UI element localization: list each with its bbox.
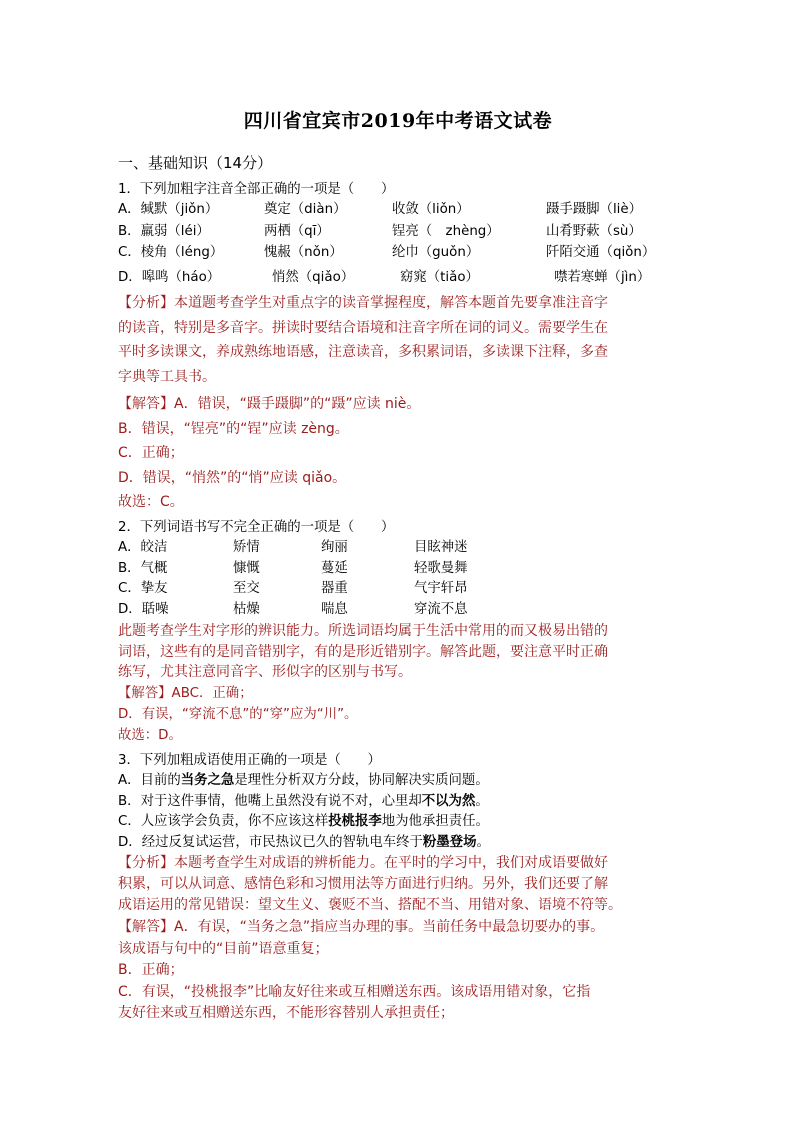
section-heading: 一、基础知识（14分） bbox=[118, 154, 273, 172]
q3-option bbox=[118, 812, 489, 832]
analysis-line: 练写，尤其注意同音字、形似字的区别与书写。 bbox=[118, 664, 412, 680]
q1-option-cell: 锃亮（ zhèng） bbox=[392, 224, 500, 239]
bold-idiom: 粉墨登场 bbox=[422, 834, 477, 850]
q2-stem: 2．下列词语书写不完全正确的一项是（ ） bbox=[118, 520, 395, 535]
answer-line: 【解答】A．有误，“当务之急”指应当办理的事。当前任务中最急切要办的事。 bbox=[118, 919, 605, 935]
answer-line: 故选：C。 bbox=[118, 494, 184, 510]
q1-option-cell: 悄然（qiǎo） bbox=[272, 270, 355, 285]
answer-line: B．正确； bbox=[118, 962, 184, 978]
q2-option-cell: B．气概 bbox=[118, 560, 168, 576]
q2-option-cell: 绚丽 bbox=[321, 540, 348, 555]
bold-idiom: 投桃报李 bbox=[328, 814, 382, 829]
q2-option-cell: 轻歌曼舞 bbox=[414, 560, 468, 576]
answer-line: 该成语与句中的“目前”语意重复； bbox=[118, 940, 329, 957]
q1-option-cell: 愧赧（nǒn） bbox=[264, 245, 343, 260]
q2-option-cell: 至交 bbox=[233, 581, 260, 596]
option-text: C．人应该学会负责，你不应该这样 bbox=[118, 814, 329, 829]
analysis-line: 积累，可以从词意、感情色彩和习惯用法等方面进行归纳。另外，我们还要了解 bbox=[118, 876, 608, 892]
q1-option-cell: C．棱角（léng） bbox=[118, 245, 224, 260]
answer-line: C．有误，“投桃报李”比喻友好往来或互相赠送东西。该成语用错对象，它指 bbox=[118, 983, 591, 1000]
option-text: A．目前的 bbox=[118, 773, 181, 788]
analysis-line: 的读音，特别是多音字。拼读时要结合语境和注音字所在词的词义。需要学生在 bbox=[118, 319, 608, 336]
q1-option-cell: 山肴野蔌（sù） bbox=[546, 224, 642, 239]
option-text: 是理性分析双方分歧，协同解决实质问题。 bbox=[234, 773, 489, 788]
q1-option-cell: 奠定（diàn） bbox=[264, 202, 347, 217]
q1-stem: 1．下列加粗字注音全部正确的一项是（ ） bbox=[118, 182, 395, 197]
q3-option bbox=[118, 771, 489, 791]
q2-option-cell: 喘息 bbox=[321, 601, 348, 617]
q2-option-cell: 枯燥 bbox=[233, 601, 260, 617]
q1-option-cell: A．缄默（jiǒn） bbox=[118, 202, 219, 217]
bold-idiom: 不以为然 bbox=[421, 793, 476, 809]
page-title: 四川省宜宾市2019年中考语文试卷 bbox=[243, 110, 553, 132]
q2-option-cell: 器重 bbox=[321, 581, 348, 596]
q2-option-cell: 气宇轩昂 bbox=[414, 581, 468, 596]
q2-option-cell: 目眩神迷 bbox=[414, 540, 468, 555]
q2-option-cell: C．挚友 bbox=[118, 581, 168, 596]
answer-line: B．错误，“锃亮”的“锃”应读 zèng。 bbox=[118, 420, 349, 437]
answer-line: D．错误，“悄然”的“悄”应读 qiǎo。 bbox=[118, 469, 347, 486]
answer-line: 友好往来或互相赠送东西，不能形容替别人承担责任； bbox=[118, 1005, 454, 1021]
q2-option-cell: 慷慨 bbox=[233, 560, 260, 576]
answer-line: 【解答】A．错误，“蹑手蹑脚”的“蹑”应读 niè。 bbox=[118, 396, 421, 412]
answer-line: C．正确； bbox=[118, 445, 184, 461]
q1-option-cell: 两栖（qī） bbox=[264, 224, 330, 239]
analysis-line: 词语，这些有的是同音错别字，有的是形近错别字。解答此题，要注意平时正确 bbox=[118, 643, 608, 660]
option-text: D．经过反复试运营，市民热议已久的智轨电车终于 bbox=[118, 834, 423, 850]
option-text: B．对于这件事情，他嘴上虽然没有说不对，心里却 bbox=[118, 793, 422, 809]
option-text: 。 bbox=[476, 834, 490, 850]
option-text: 地为他承担责任。 bbox=[381, 814, 489, 829]
answer-line: D．有误，“穿流不息”的“穿”应为“川”。 bbox=[118, 707, 358, 722]
q2-option-cell: D．聒噪 bbox=[118, 601, 169, 617]
analysis-line: 【分析】本题考查学生对成语的辨析能力。在平时的学习中，我们对成语要做好 bbox=[118, 855, 608, 871]
q1-option-cell: 噤若寒蝉（jìn） bbox=[554, 270, 651, 285]
answer-line: 故选：D。 bbox=[118, 728, 182, 743]
option-text: 。 bbox=[475, 793, 489, 809]
analysis-line: 此题考查学生对字形的辨识能力。所选词语均属于生活中常用的而又极易出错的 bbox=[118, 623, 608, 639]
q1-option-cell: 纶巾（guǒn） bbox=[392, 245, 480, 260]
q2-option-cell: A．皎洁 bbox=[118, 540, 168, 555]
analysis-line: 字典等工具书。 bbox=[118, 368, 216, 385]
q2-option-cell: 穿流不息 bbox=[414, 601, 468, 617]
q1-option-cell: 窈窕（tiǎo） bbox=[400, 270, 479, 285]
q2-option-cell: 矫情 bbox=[233, 540, 260, 555]
q3-stem: 3．下列加粗成语使用正确的一项是（ ） bbox=[118, 753, 381, 768]
analysis-line: 平时多读课文，养成熟练地语感，注意读音，多积累词语，多读课下注释，多查 bbox=[118, 344, 608, 360]
q1-option-cell: B．羸弱（léi） bbox=[118, 224, 210, 239]
q1-option-cell: D．嗥鸣（háo） bbox=[118, 270, 221, 285]
q1-option-cell: 阡陌交通（qiǒn） bbox=[546, 245, 656, 260]
analysis-line: 成语运用的常见错误：望文生义、褒贬不当、搭配不当、用错对象、语境不符等。 bbox=[118, 897, 622, 913]
q1-option-cell: 收敛（liǒn） bbox=[392, 202, 470, 217]
answer-line: 【解答】ABC．正确； bbox=[118, 686, 253, 701]
q1-option-cell: 蹑手蹑脚（liè） bbox=[546, 202, 643, 217]
analysis-line: 【分析】本道题考查学生对重点字的读音掌握程度，解答本题首先要拿准注音字 bbox=[118, 295, 608, 311]
q3-option bbox=[118, 792, 489, 812]
q3-option bbox=[118, 833, 490, 853]
q2-option-cell: 蔓延 bbox=[321, 560, 348, 576]
bold-idiom: 当务之急 bbox=[180, 773, 235, 788]
